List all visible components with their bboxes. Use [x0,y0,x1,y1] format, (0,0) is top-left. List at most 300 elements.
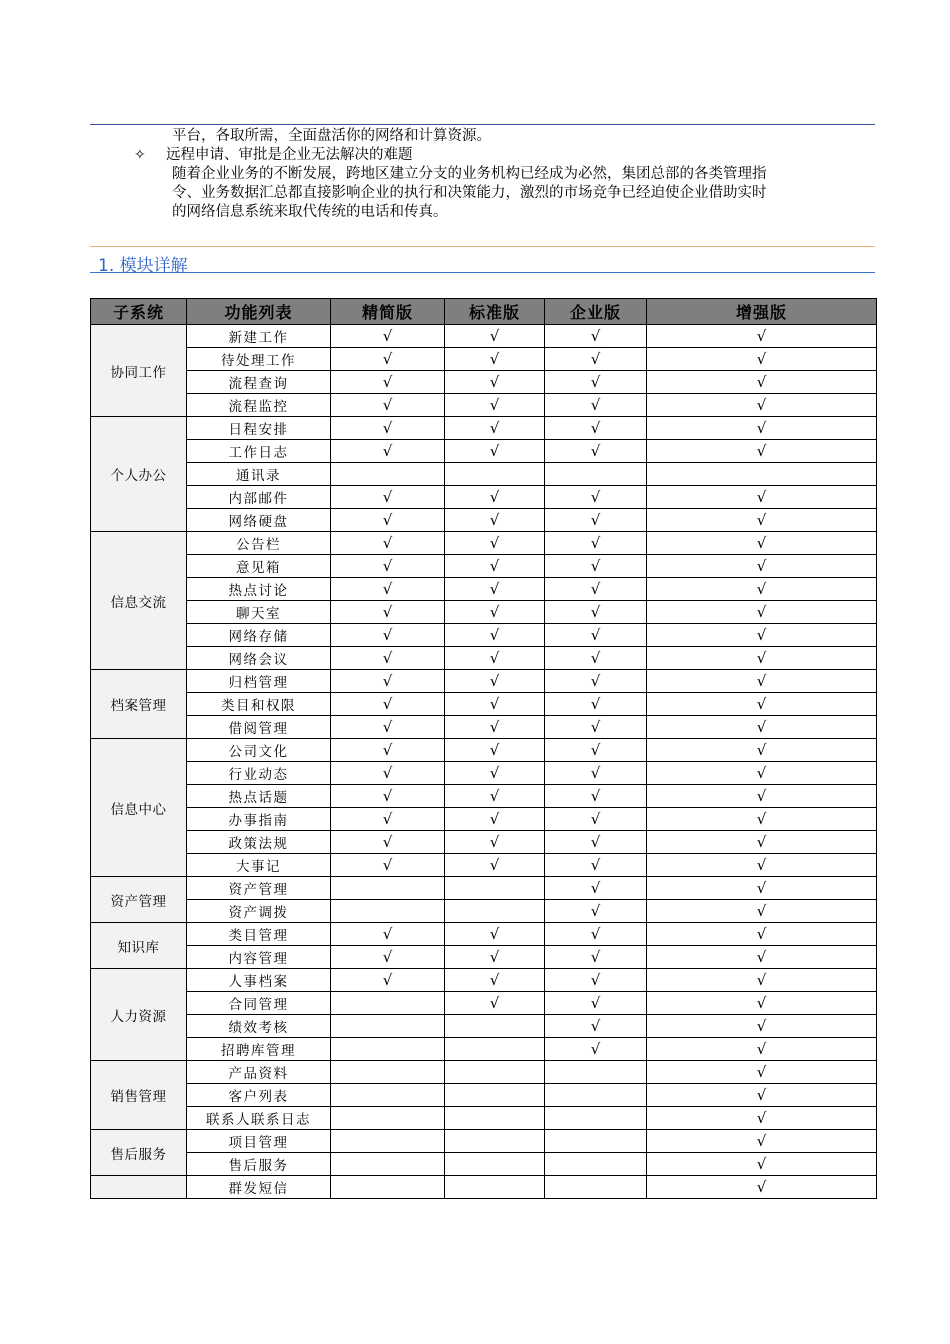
standard-edition-cell [445,923,545,946]
lite-edition-cell [331,1038,445,1061]
function-cell: 工作日志 [187,440,331,463]
check-icon: √ [590,718,601,736]
intro-bullet-text: 远程申请、审批是企业无法解决的难题 [166,147,413,163]
lite-edition-cell [331,900,445,923]
check-icon: √ [590,856,601,874]
subsystem-cell: 个人办公 [91,417,187,532]
function-cell: 合同管理 [187,992,331,1015]
subsystem-cell: 售后服务 [91,1130,187,1176]
lite-edition-cell [331,348,445,371]
check-icon: √ [489,511,500,529]
table-row [91,555,877,578]
standard-edition-cell [445,440,545,463]
lite-edition-cell [331,394,445,417]
lite-edition-cell [331,486,445,509]
standard-edition-cell [445,1176,545,1199]
function-cell: 聊天室 [187,601,331,624]
function-cell: 客户列表 [187,1084,331,1107]
function-cell: 日程安排 [187,417,331,440]
table-row [91,624,877,647]
enterprise-edition-cell [545,578,647,601]
check-icon: √ [382,695,393,713]
standard-edition-cell [445,371,545,394]
enterprise-edition-cell [545,371,647,394]
table-row [91,900,877,923]
table-row [91,716,877,739]
table-row [91,417,877,440]
standard-edition-cell [445,785,545,808]
check-icon: √ [489,419,500,437]
check-icon: √ [590,350,601,368]
check-icon: √ [756,971,767,989]
standard-edition-cell [445,1015,545,1038]
enterprise-edition-cell [545,1176,647,1199]
enterprise-edition-cell [545,969,647,992]
check-icon: √ [590,1040,601,1058]
function-cell: 内部邮件 [187,486,331,509]
check-icon: √ [590,649,601,667]
function-cell: 热点讨论 [187,578,331,601]
check-icon: √ [756,1132,767,1150]
enhanced-edition-cell [647,348,877,371]
enhanced-edition-cell [647,900,877,923]
table-row [91,992,877,1015]
lite-edition-cell [331,1015,445,1038]
check-icon: √ [489,695,500,713]
check-icon: √ [489,373,500,391]
function-cell: 招聘库管理 [187,1038,331,1061]
check-icon: √ [382,764,393,782]
check-icon: √ [756,695,767,713]
check-icon: √ [756,948,767,966]
check-icon: √ [489,396,500,414]
standard-edition-cell [445,716,545,739]
standard-edition-cell [445,348,545,371]
check-icon: √ [756,373,767,391]
enhanced-edition-cell [647,624,877,647]
function-cell: 新建工作 [187,325,331,348]
enhanced-edition-cell [647,969,877,992]
check-icon: √ [489,787,500,805]
enterprise-edition-cell [545,923,647,946]
enterprise-edition-cell [545,762,647,785]
check-icon: √ [489,649,500,667]
table-row [91,923,877,946]
function-cell: 待处理工作 [187,348,331,371]
intro-line-1: 平台，各取所需，全面盘活你的网络和计算资源。 [172,128,491,144]
check-icon: √ [382,856,393,874]
check-icon: √ [489,350,500,368]
lite-edition-cell [331,1176,445,1199]
check-icon: √ [756,327,767,345]
standard-edition-cell [445,1084,545,1107]
check-icon: √ [756,1155,767,1173]
check-icon: √ [756,718,767,736]
enhanced-edition-cell [647,877,877,900]
function-cell: 资产调拨 [187,900,331,923]
enhanced-edition-cell [647,440,877,463]
function-cell: 类目管理 [187,923,331,946]
intro-text [90,127,875,222]
standard-edition-cell [445,739,545,762]
enterprise-edition-cell [545,693,647,716]
table-header-row [91,299,877,325]
lite-edition-cell [331,785,445,808]
function-cell: 大事记 [187,854,331,877]
table-row [91,647,877,670]
check-icon: √ [382,833,393,851]
table-row [91,348,877,371]
enhanced-edition-cell [647,394,877,417]
table-row [91,969,877,992]
check-icon: √ [590,879,601,897]
enterprise-edition-cell [545,325,647,348]
check-icon: √ [590,603,601,621]
enterprise-edition-cell [545,440,647,463]
enterprise-edition-cell [545,739,647,762]
subsystem-cell: 销售管理 [91,1061,187,1130]
lite-edition-cell [331,624,445,647]
header-lite-edition: 精简版 [331,299,445,325]
standard-edition-cell [445,325,545,348]
check-icon: √ [489,764,500,782]
table-row [91,670,877,693]
lite-edition-cell [331,693,445,716]
standard-edition-cell [445,1153,545,1176]
check-icon: √ [590,1017,601,1035]
lite-edition-cell [331,555,445,578]
standard-edition-cell [445,670,545,693]
check-icon: √ [489,327,500,345]
check-icon: √ [590,396,601,414]
check-icon: √ [382,396,393,414]
enhanced-edition-cell [647,1107,877,1130]
check-icon: √ [590,948,601,966]
standard-edition-cell [445,509,545,532]
check-icon: √ [756,396,767,414]
lite-edition-cell [331,739,445,762]
subsystem-cell: 信息中心 [91,739,187,877]
standard-edition-cell [445,854,545,877]
table-row [91,394,877,417]
check-icon: √ [756,1040,767,1058]
check-icon: √ [756,649,767,667]
enterprise-edition-cell [545,417,647,440]
subsystem-cell: 档案管理 [91,670,187,739]
check-icon: √ [756,856,767,874]
check-icon: √ [489,971,500,989]
enterprise-edition-cell [545,1015,647,1038]
check-icon: √ [756,580,767,598]
check-icon: √ [489,557,500,575]
check-icon: √ [382,649,393,667]
check-icon: √ [382,373,393,391]
enterprise-edition-cell [545,670,647,693]
check-icon: √ [590,925,601,943]
enhanced-edition-cell [647,1015,877,1038]
check-icon: √ [382,442,393,460]
standard-edition-cell [445,693,545,716]
table-row [91,601,877,624]
function-cell: 联系人联系日志 [187,1107,331,1130]
lite-edition-cell [331,1061,445,1084]
enhanced-edition-cell [647,1061,877,1084]
table-row [91,1153,877,1176]
enterprise-edition-cell [545,509,647,532]
function-cell: 群发短信 [187,1176,331,1199]
table-row [91,785,877,808]
lite-edition-cell [331,808,445,831]
check-icon: √ [756,994,767,1012]
function-cell: 流程监控 [187,394,331,417]
intro-para-line-1: 随着企业业务的不断发展，跨地区建立分支的业务机构已经成为必然，集团总部的各类管理指 [172,166,767,182]
check-icon: √ [382,580,393,598]
table-row [91,578,877,601]
enterprise-edition-cell [545,854,647,877]
feature-comparison-table [90,298,877,1199]
table-row [91,1107,877,1130]
enhanced-edition-cell [647,946,877,969]
function-cell: 行业动态 [187,762,331,785]
enterprise-edition-cell [545,716,647,739]
check-icon: √ [590,327,601,345]
intro-bullet-item [90,146,875,165]
check-icon: √ [756,626,767,644]
check-icon: √ [756,419,767,437]
function-cell: 借阅管理 [187,716,331,739]
enhanced-edition-cell [647,739,877,762]
table-row [91,325,877,348]
enhanced-edition-cell [647,854,877,877]
check-icon: √ [756,350,767,368]
enterprise-edition-cell [545,1061,647,1084]
enhanced-edition-cell [647,647,877,670]
check-icon: √ [756,1017,767,1035]
check-icon: √ [382,741,393,759]
check-icon: √ [382,626,393,644]
check-icon: √ [756,1063,767,1081]
header-enhanced-edition: 增强版 [647,299,877,325]
enhanced-edition-cell [647,1084,877,1107]
check-icon: √ [489,626,500,644]
lite-edition-cell [331,1130,445,1153]
standard-edition-cell [445,992,545,1015]
table-row [91,739,877,762]
check-icon: √ [590,672,601,690]
standard-edition-cell [445,394,545,417]
enhanced-edition-cell [647,831,877,854]
check-icon: √ [590,373,601,391]
table-row [91,1176,877,1199]
check-icon: √ [756,534,767,552]
check-icon: √ [489,488,500,506]
check-icon: √ [382,672,393,690]
function-cell: 网络硬盘 [187,509,331,532]
function-cell: 资产管理 [187,877,331,900]
table-row [91,371,877,394]
check-icon: √ [382,718,393,736]
check-icon: √ [489,810,500,828]
standard-edition-cell [445,486,545,509]
check-icon: √ [382,948,393,966]
enhanced-edition-cell [647,992,877,1015]
check-icon: √ [382,787,393,805]
lite-edition-cell [331,325,445,348]
header-rule [90,124,875,125]
check-icon: √ [590,787,601,805]
section-title: 1. 模块详解 [98,256,188,276]
check-icon: √ [489,925,500,943]
check-icon: √ [382,925,393,943]
table-row [91,808,877,831]
function-cell: 人事档案 [187,969,331,992]
check-icon: √ [489,580,500,598]
function-cell: 网络会议 [187,647,331,670]
check-icon: √ [382,534,393,552]
check-icon: √ [756,787,767,805]
enhanced-edition-cell [647,923,877,946]
standard-edition-cell [445,808,545,831]
enhanced-edition-cell [647,463,877,486]
standard-edition-cell [445,1130,545,1153]
enterprise-edition-cell [545,1130,647,1153]
standard-edition-cell [445,578,545,601]
enterprise-edition-cell [545,1038,647,1061]
enterprise-edition-cell [545,831,647,854]
function-cell: 公司文化 [187,739,331,762]
check-icon: √ [756,1178,767,1196]
check-icon: √ [590,741,601,759]
lite-edition-cell [331,371,445,394]
intro-para-line-2: 令、业务数据汇总都直接影响企业的执行和决策能力，激烈的市场竞争已经迫使企业借助实时 [172,185,767,201]
standard-edition-cell [445,1061,545,1084]
check-icon: √ [489,603,500,621]
table-row [91,693,877,716]
standard-edition-cell [445,969,545,992]
enhanced-edition-cell [647,532,877,555]
table-body [91,325,877,1199]
enterprise-edition-cell [545,486,647,509]
standard-edition-cell [445,417,545,440]
check-icon: √ [590,810,601,828]
standard-edition-cell [445,1038,545,1061]
check-icon: √ [489,948,500,966]
function-cell: 产品资料 [187,1061,331,1084]
subsystem-cell: 知识库 [91,923,187,969]
lite-edition-cell [331,969,445,992]
function-cell: 意见箱 [187,555,331,578]
check-icon: √ [756,902,767,920]
header-function-list: 功能列表 [187,299,331,325]
table-row [91,831,877,854]
enterprise-edition-cell [545,1107,647,1130]
standard-edition-cell [445,532,545,555]
section-bottom-rule [90,272,875,273]
check-icon: √ [590,994,601,1012]
table-row [91,1084,877,1107]
enhanced-edition-cell [647,670,877,693]
check-icon: √ [756,603,767,621]
enhanced-edition-cell [647,555,877,578]
check-icon: √ [756,1109,767,1127]
enterprise-edition-cell [545,348,647,371]
enterprise-edition-cell [545,624,647,647]
lite-edition-cell [331,992,445,1015]
standard-edition-cell [445,624,545,647]
enterprise-edition-cell [545,808,647,831]
check-icon: √ [590,764,601,782]
enhanced-edition-cell [647,371,877,394]
enhanced-edition-cell [647,578,877,601]
standard-edition-cell [445,877,545,900]
lite-edition-cell [331,647,445,670]
function-cell: 热点话题 [187,785,331,808]
intro-para-line-3: 的网络信息系统来取代传统的电话和传真。 [172,204,448,220]
table-row [91,854,877,877]
check-icon: √ [756,1086,767,1104]
function-cell: 项目管理 [187,1130,331,1153]
enterprise-edition-cell [545,394,647,417]
enterprise-edition-cell [545,601,647,624]
table-row [91,762,877,785]
function-cell: 内容管理 [187,946,331,969]
lite-edition-cell [331,601,445,624]
check-icon: √ [590,557,601,575]
table-row [91,1015,877,1038]
lite-edition-cell [331,1107,445,1130]
check-icon: √ [590,534,601,552]
function-cell: 政策法规 [187,831,331,854]
check-icon: √ [382,488,393,506]
enhanced-edition-cell [647,716,877,739]
lite-edition-cell [331,578,445,601]
standard-edition-cell [445,555,545,578]
subsystem-cell: 信息交流 [91,532,187,670]
check-icon: √ [489,833,500,851]
check-icon: √ [756,810,767,828]
check-icon: √ [756,557,767,575]
lite-edition-cell [331,417,445,440]
check-icon: √ [590,626,601,644]
standard-edition-cell [445,463,545,486]
lite-edition-cell [331,1084,445,1107]
check-icon: √ [590,419,601,437]
function-cell: 归档管理 [187,670,331,693]
lite-edition-cell [331,463,445,486]
section-top-rule [90,246,875,247]
subsystem-cell [91,1176,187,1199]
table-row [91,877,877,900]
standard-edition-cell [445,601,545,624]
lite-edition-cell [331,946,445,969]
standard-edition-cell [445,831,545,854]
check-icon: √ [756,442,767,460]
check-icon: √ [489,741,500,759]
table-row [91,440,877,463]
check-icon: √ [382,327,393,345]
check-icon: √ [382,511,393,529]
standard-edition-cell [445,762,545,785]
enterprise-edition-cell [545,647,647,670]
enhanced-edition-cell [647,1153,877,1176]
check-icon: √ [489,994,500,1012]
check-icon: √ [756,925,767,943]
enterprise-edition-cell [545,463,647,486]
function-cell: 网络存储 [187,624,331,647]
enhanced-edition-cell [647,325,877,348]
table-row [91,532,877,555]
lite-edition-cell [331,509,445,532]
